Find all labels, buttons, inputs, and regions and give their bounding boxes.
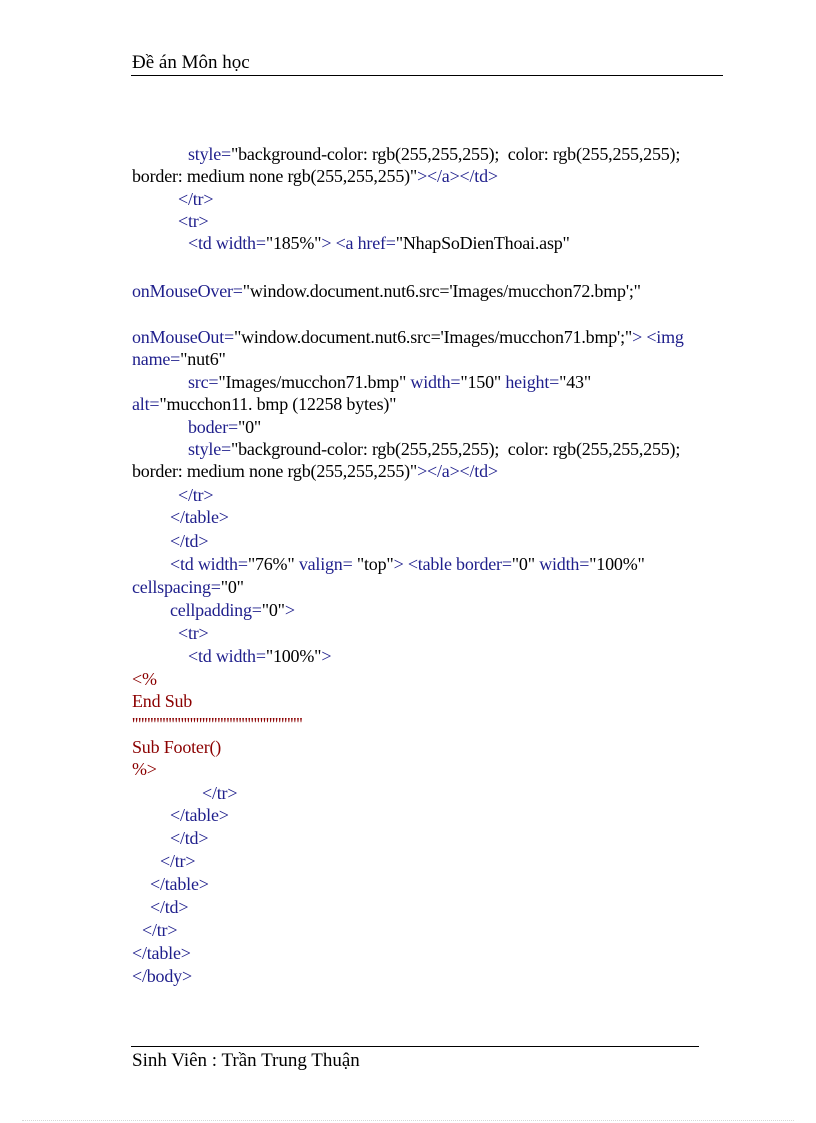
code-token: </td> — [150, 897, 189, 917]
code-token: <td width= — [170, 554, 248, 574]
code-token: "top" — [356, 554, 394, 574]
code-token: "background-color: rgb(255,255,255); color: rgb(255,255,255); — [230, 144, 681, 164]
code-token: alt= — [132, 394, 160, 414]
code-line — [188, 143, 680, 165]
code-token: <% — [132, 669, 157, 689]
code-line — [132, 460, 498, 482]
code-line — [188, 416, 261, 438]
code-line — [132, 668, 157, 690]
code-line — [132, 713, 302, 735]
footer-rule — [131, 1046, 699, 1047]
code-token: </tr> — [202, 783, 238, 803]
code-line — [170, 553, 645, 575]
code-token: "185%" — [265, 233, 322, 253]
code-token: "0" — [220, 577, 244, 597]
code-line — [132, 965, 192, 987]
header-rule — [131, 75, 723, 76]
code-token: <td width= — [188, 233, 266, 253]
code-line — [132, 758, 157, 780]
code-line — [170, 827, 208, 849]
code-line — [132, 942, 191, 964]
code-token: > — [321, 646, 332, 666]
code-token: name= — [132, 349, 181, 369]
code-token: "nut6" — [180, 349, 226, 369]
code-token: height= — [505, 372, 560, 392]
code-token: </tr> — [142, 920, 178, 940]
code-token: "background-color: rgb(255,255,255); color: rgb(255,255,255); — [230, 439, 681, 459]
code-line — [170, 804, 229, 826]
code-token: width= — [410, 372, 461, 392]
code-line — [202, 782, 237, 804]
code-token: </tr> — [160, 851, 196, 871]
code-token: src= — [188, 372, 219, 392]
code-token: "0" — [261, 600, 285, 620]
code-token: ></a></td> — [417, 166, 498, 186]
code-line — [132, 348, 226, 370]
code-line — [178, 484, 213, 506]
code-token: "43" — [559, 372, 592, 392]
code-token: </td> — [170, 531, 209, 551]
code-token: boder= — [188, 417, 238, 437]
code-line — [132, 326, 684, 348]
code-line — [142, 919, 177, 941]
code-token: %> — [132, 759, 157, 779]
code-token: "NhapSoDienThoai.asp" — [395, 233, 570, 253]
code-token: </tr> — [178, 485, 214, 505]
code-token: ></a></td> — [417, 461, 498, 481]
code-token: > <img — [632, 327, 684, 347]
code-token: </table> — [170, 507, 229, 527]
code-token: <tr> — [178, 623, 209, 643]
code-line — [132, 736, 221, 758]
code-token: </table> — [150, 874, 209, 894]
code-line — [188, 645, 331, 667]
code-token: <td width= — [188, 646, 266, 666]
code-token: "100%" — [589, 554, 645, 574]
code-token: "0" — [237, 417, 262, 437]
code-token: border: medium none rgb(255,255,255)" — [132, 461, 418, 481]
code-token: > — [284, 600, 295, 620]
code-line — [178, 622, 209, 644]
footer-author: Sinh Viên : Trần Trung Thuận — [132, 1050, 360, 1071]
code-token: End Sub — [132, 691, 193, 711]
page-edge — [22, 1120, 794, 1121]
code-line — [150, 896, 188, 918]
code-token: > <table border= — [393, 554, 512, 574]
code-line — [188, 371, 591, 393]
code-token: onMouseOver= — [132, 281, 243, 301]
code-token: "mucchon11. bmp (12258 bytes)" — [159, 394, 397, 414]
code-token: onMouseOut= — [132, 327, 234, 347]
code-line — [132, 165, 498, 187]
code-token: </td> — [170, 828, 209, 848]
code-line — [132, 393, 396, 415]
code-token: > <a href= — [321, 233, 396, 253]
code-token: width= — [539, 554, 590, 574]
code-token: '''''''''''''''''''''''''''''''''''''''''''''''''''''''' — [132, 714, 303, 734]
code-token: cellspacing= — [132, 577, 221, 597]
code-line — [160, 850, 195, 872]
code-token: cellpadding= — [170, 600, 262, 620]
code-line — [170, 599, 295, 621]
code-line — [132, 690, 192, 712]
code-token: "Images/mucchon71.bmp" — [218, 372, 411, 392]
header-title: Đề án Môn học — [132, 52, 250, 73]
code-line — [170, 530, 208, 552]
code-token: style= — [188, 439, 231, 459]
code-token: </table> — [132, 943, 191, 963]
code-token: Sub Footer() — [132, 737, 222, 757]
code-token: </tr> — [178, 189, 214, 209]
code-token: "76%" — [247, 554, 299, 574]
code-line — [188, 438, 680, 460]
code-token: "150" — [460, 372, 506, 392]
code-line — [150, 873, 209, 895]
code-line — [178, 210, 209, 232]
code-token: </body> — [132, 966, 192, 986]
code-token: "window.document.nut6.src='Images/mucchon72.bmp';" — [242, 281, 641, 301]
code-token: "100%" — [265, 646, 322, 666]
code-token: </table> — [170, 805, 229, 825]
code-token: border: medium none rgb(255,255,255)" — [132, 166, 418, 186]
code-line — [132, 576, 244, 598]
code-token: style= — [188, 144, 231, 164]
code-line — [170, 506, 229, 528]
code-line — [178, 188, 213, 210]
code-token: "window.document.nut6.src='Images/mucchon71.bmp';" — [233, 327, 633, 347]
code-line — [188, 232, 570, 254]
code-token: "0" — [511, 554, 540, 574]
code-line — [132, 280, 641, 302]
code-token: valign= — [298, 554, 357, 574]
code-token: <tr> — [178, 211, 209, 231]
